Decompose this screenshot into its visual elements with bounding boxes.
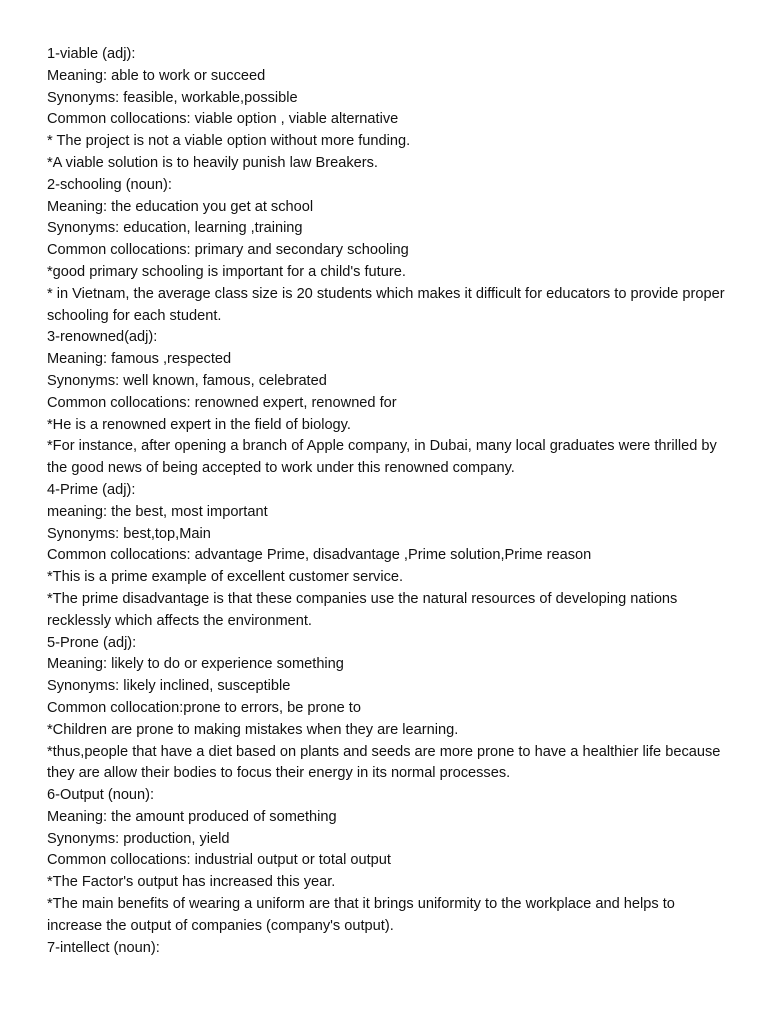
entry-example: *Children are prone to making mistakes when they are learning. <box>47 721 459 738</box>
entry-collocations: Common collocations: primary and secondary schooling <box>47 242 409 259</box>
entry-example: *The prime disadvantage is that these companies use the natural resources of developing nations recklessly which affects the environment. <box>47 590 678 629</box>
entry-example: * in Vietnam, the average class size is 20 students which makes it difficult for educators to provide proper schooling for each student. <box>47 285 725 324</box>
entry-example: *This is a prime example of excellent customer service. <box>47 569 404 586</box>
entry-meaning: Meaning: the education you get at school <box>47 198 314 215</box>
entry-collocations: Common collocations: advantage Prime, disadvantage ,Prime solution,Prime reason <box>47 547 592 564</box>
entry-heading: 7-intellect (noun): <box>47 939 160 956</box>
entry-heading: 5-Prone (adj): <box>47 634 137 651</box>
entry-heading: 6-Output (noun): <box>47 787 155 804</box>
entry-example: *The main benefits of wearing a uniform are that it brings uniformity to the workplace and helps to increase the output of companies (company's output). <box>47 896 675 934</box>
entry-synonyms: Synonyms: production, yield <box>47 830 230 847</box>
entry-collocations: Common collocations: viable option , viable alternative <box>47 111 399 128</box>
entry-example: *For instance, after opening a branch of Apple company, in Dubai, many local graduates were thrilled by the good news of being accepted to work under this renowned company. <box>47 438 717 477</box>
entry-example: *He is a renowned expert in the field of biology. <box>47 416 351 433</box>
entry-synonyms: Synonyms: education, learning ,training <box>47 220 303 237</box>
entry-heading: 3-renowned(adj): <box>47 329 158 346</box>
entry-meaning: Meaning: able to work or succeed <box>47 67 266 84</box>
entry-synonyms: Synonyms: likely inclined, susceptible <box>47 678 291 695</box>
entry-example: * The project is not a viable option without more funding. <box>47 133 411 150</box>
entry-heading: 1-viable (adj): <box>47 46 136 62</box>
entry-example: *good primary schooling is important for a child's future. <box>47 263 406 280</box>
entry-heading: 2-schooling (noun): <box>47 176 172 193</box>
entry-collocations: Common collocation:prone to errors, be prone to <box>47 699 361 716</box>
vocabulary-list <box>47 44 737 959</box>
entry-heading: 4-Prime (adj): <box>47 481 136 498</box>
entry-collocations: Common collocations: industrial output or total output <box>47 852 391 869</box>
entry-meaning: Meaning: the amount produced of something <box>47 808 337 825</box>
entry-meaning: meaning: the best, most important <box>47 503 268 520</box>
entry-synonyms: Synonyms: well known, famous, celebrated <box>47 372 327 389</box>
entry-example: *thus,people that have a diet based on plants and seeds are more prone to have a healthier life because they are allow their bodies to focus their energy in its normal processes. <box>47 743 721 782</box>
entry-synonyms: Synonyms: best,top,Main <box>47 525 211 542</box>
entry-example: *The Factor's output has increased this year. <box>47 874 336 891</box>
entry-synonyms: Synonyms: feasible, workable,possible <box>47 89 298 106</box>
entry-example: *A viable solution is to heavily punish law Breakers. <box>47 154 378 171</box>
entry-meaning: Meaning: famous ,respected <box>47 351 232 368</box>
entry-meaning: Meaning: likely to do or experience something <box>47 656 344 673</box>
entry-collocations: Common collocations: renowned expert, renowned for <box>47 394 397 411</box>
